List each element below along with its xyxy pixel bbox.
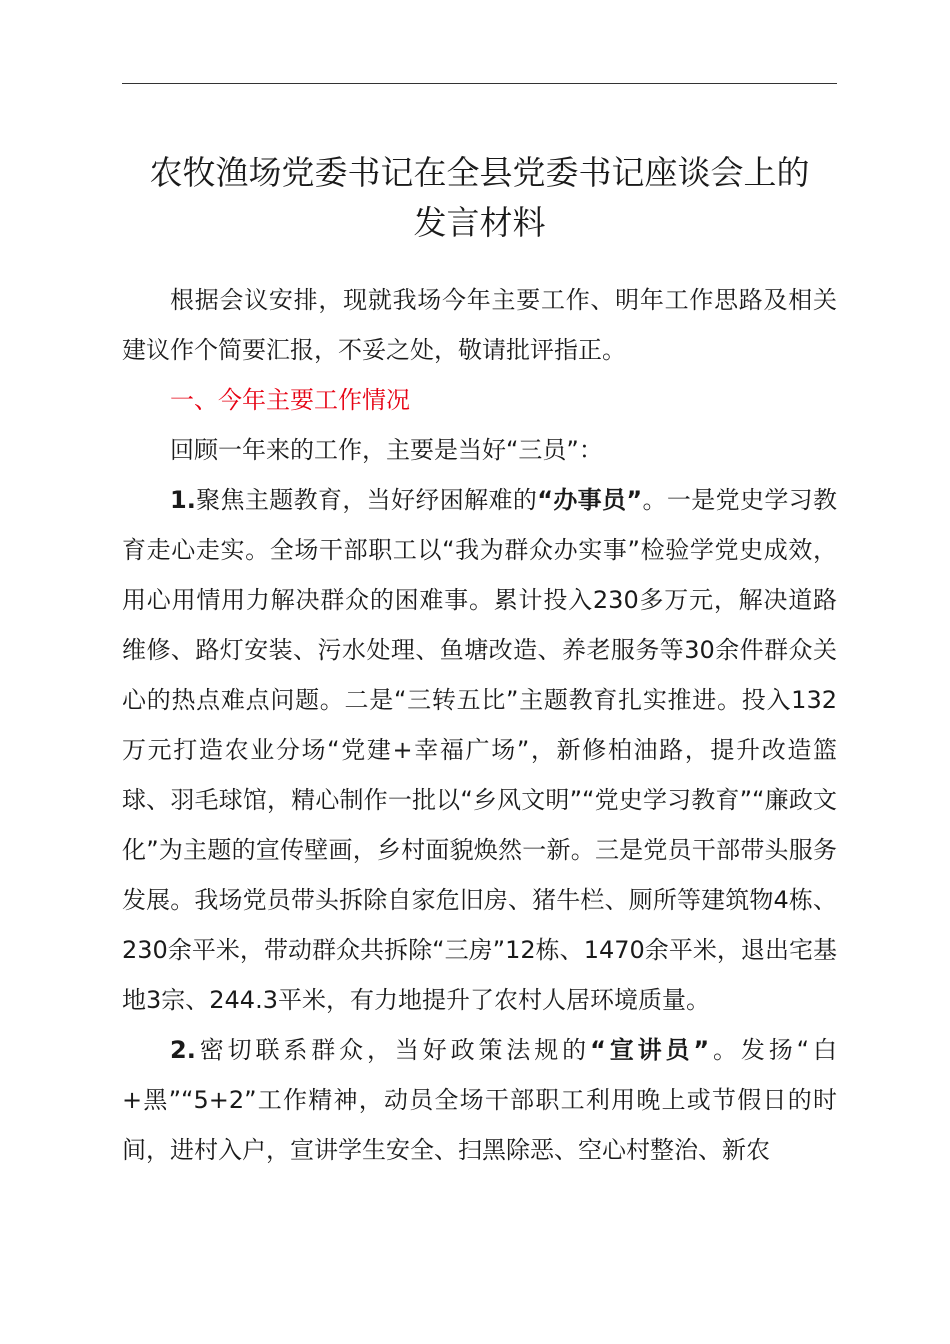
item-1-paragraph [122, 475, 837, 1025]
item-1-body: 一是党史学习教育走心走实。全场干部职工以“我为群众办实事”检验学党史成效，用心用情用力解决群众的困难事。累计投入230多万元，解决道路维修、路灯安装、污水处理、鱼塘改造、养老服务等30余件群众关心的热点难点问题。二是“三转五比”主题教育扎实推进。投入132万元打造农业分场“党建+幸福广场”，新修柏油路，提升改造篮球、羽毛球馆，精心制作一批以“乡风文明”“党史学习教育”“廉政文化”为主题的宣传壁画，乡村面貌焕然一新。三是党员干部带头服务发展。我场党员带头拆除自家危旧房、猪牛栏、厕所等建筑物4栋、230余平米，带动群众共拆除“三房”12栋、1470余平米，退出宅基地3宗、244.3平米，有力地提升了农村人居环境质量。 [122, 486, 838, 1014]
item-2-topic: 密切联系群众，当好政策法规的 [195, 1036, 591, 1064]
item-1-end-punct: 。 [642, 486, 667, 514]
item-1-topic: 聚焦主题教育，当好纾困解难的 [195, 486, 538, 514]
document-title [112, 148, 847, 248]
item-1-number: 1. [170, 486, 196, 514]
item-2-number: 2. [170, 1036, 196, 1064]
header-rule [122, 83, 837, 84]
item-2-role: “宣讲员” [590, 1036, 710, 1064]
title-line-1: 农牧渔场党委书记在全县党委书记座谈会上的 [149, 153, 810, 192]
item-1-role: “办事员” [537, 486, 643, 514]
item-2-body: 发扬“白+黑”“5+2”工作精神，动员全场干部职工利用晚上或节假日的时间，进村入户，宣讲学生安全、扫黑除恶、空心村整治、新农 [122, 1036, 838, 1164]
section-lead-paragraph: 回顾一年来的工作，主要是当好“三员”： [170, 436, 603, 464]
item-2-paragraph [122, 1025, 837, 1175]
section-heading: 一、今年主要工作情况 [170, 386, 410, 414]
intro-paragraph: 根据会议安排，现就我场今年主要工作、明年工作思路及相关建议作个简要汇报，不妥之处，敬请批评指正。 [122, 286, 837, 364]
document-body [122, 275, 837, 1175]
item-2-end-punct: 。 [709, 1036, 741, 1064]
title-line-2: 发言材料 [413, 203, 546, 242]
